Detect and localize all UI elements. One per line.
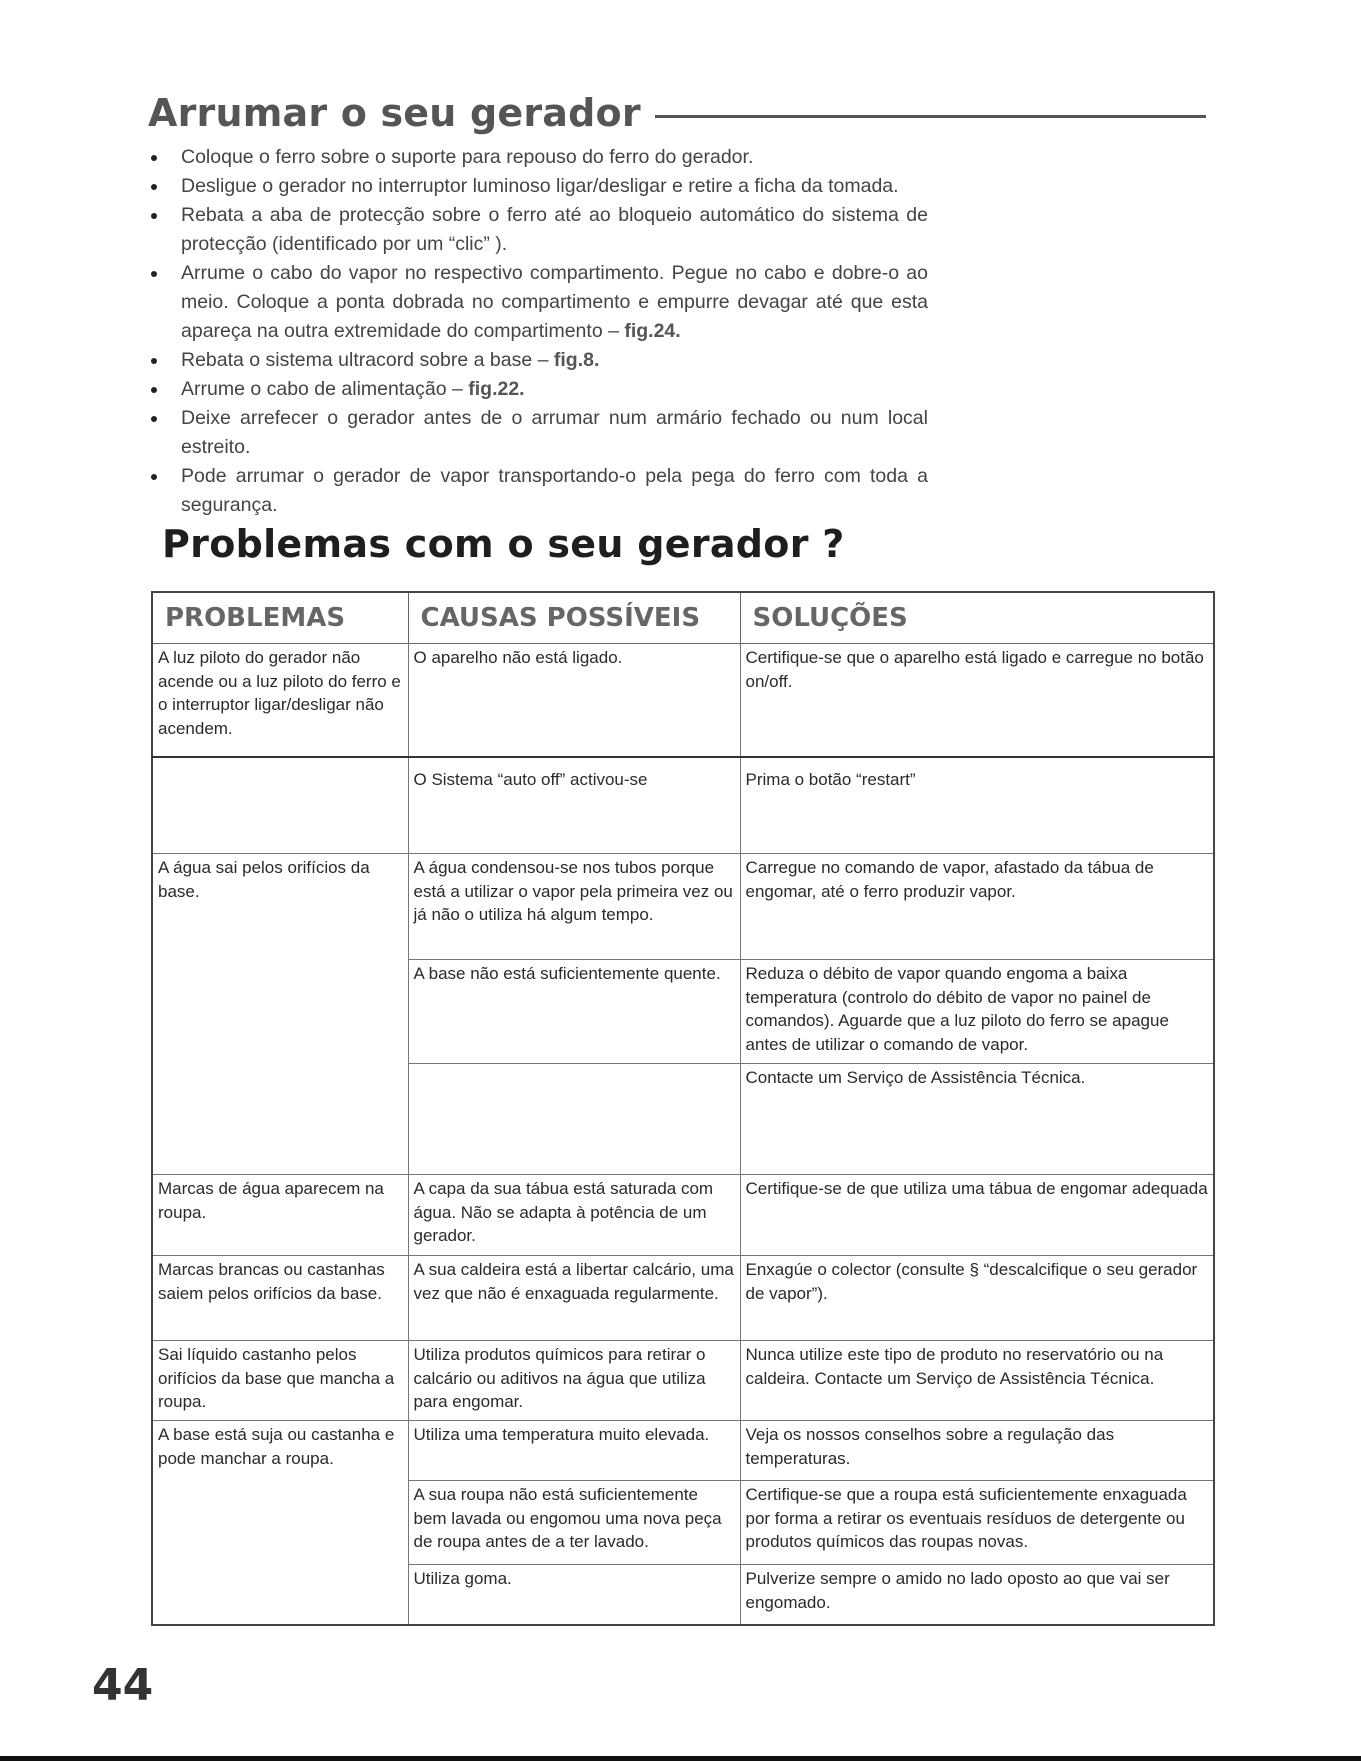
storage-steps-list (150, 143, 928, 520)
table-row (152, 854, 1214, 960)
page-number: 44 (92, 1660, 154, 1711)
solution-cell: Certifique-se que o aparelho está ligado e carregue no botão on/off. (740, 644, 1214, 757)
problem-cell: A base está suja ou castanha e pode manchar a roupa. (152, 1421, 408, 1481)
storage-step: Deixe arrefecer o gerador antes de o arrumar num armário fechado ou num local estreito. (150, 404, 928, 462)
table-row (152, 1565, 1214, 1625)
problem-cell: Marcas brancas ou castanhas saiem pelos orifícios da base. (152, 1256, 408, 1341)
table-row (152, 1341, 1214, 1421)
figure-reference: fig.22. (468, 378, 525, 400)
bottom-edge-bar (0, 1756, 1361, 1761)
storage-step: Rebata a aba de protecção sobre o ferro até ao bloqueio automático do sistema de protecção (identificado por um “clic” ). (150, 201, 928, 259)
figure-reference: fig.8. (553, 349, 600, 371)
cause-cell: Utiliza produtos químicos para retirar o calcário ou aditivos na água que utiliza para engomar. (408, 1341, 740, 1421)
figure-reference: fig.24. (624, 320, 681, 342)
solution-cell: Nunca utilize este tipo de produto no reservatório ou na caldeira. Contacte um Serviço de Assistência Técnica. (740, 1341, 1214, 1421)
table-row (152, 1064, 1214, 1175)
problem-cell (152, 757, 408, 854)
solution-cell: Carregue no comando de vapor, afastado da tábua de engomar, até o ferro produzir vapor. (740, 854, 1214, 960)
solution-cell: Enxagúe o colector (consulte § “descalcifique o seu gerador de vapor”). (740, 1256, 1214, 1341)
table-header-row (152, 592, 1214, 644)
storage-step: Rebata o sistema ultracord sobre a base – fig.8. (150, 346, 928, 375)
table-row (152, 1481, 1214, 1565)
header-solutions: SOLUÇÕES (740, 592, 1214, 644)
solution-cell: Pulverize sempre o amido no lado oposto ao que vai ser engomado. (740, 1565, 1214, 1625)
title-rule (655, 115, 1206, 118)
problem-cell: Marcas de água aparecem na roupa. (152, 1175, 408, 1256)
cause-cell: A base não está suficientemente quente. (408, 960, 740, 1064)
table-row (152, 1175, 1214, 1256)
header-problems: PROBLEMAS (152, 592, 408, 644)
cause-cell: A sua caldeira está a libertar calcário, uma vez que não é enxaguada regularmente. (408, 1256, 740, 1341)
troubleshooting-table (151, 591, 1215, 1626)
solution-cell: Reduza o débito de vapor quando engoma a baixa temperatura (controlo do débito de vapor no painel de comandos). Aguarde que a luz piloto do ferro se apague antes de utilizar o comando de vapor. (740, 960, 1214, 1064)
problem-cell: A água sai pelos orifícios da base. (152, 854, 408, 960)
table-row (152, 644, 1214, 757)
problem-cell (152, 1064, 408, 1175)
problem-cell (152, 1565, 408, 1625)
cause-cell: O aparelho não está ligado. (408, 644, 740, 757)
problems-title: Problemas com o seu gerador ? (162, 522, 845, 566)
cause-cell (408, 1064, 740, 1175)
header-causes: CAUSAS POSSÍVEIS (408, 592, 740, 644)
solution-cell: Contacte um Serviço de Assistência Técnica. (740, 1064, 1214, 1175)
storage-step: Desligue o gerador no interruptor luminoso ligar/desligar e retire a ficha da tomada. (150, 172, 928, 201)
cause-cell: O Sistema “auto off” activou-se (408, 757, 740, 854)
solution-cell: Veja os nossos conselhos sobre a regulação das temperaturas. (740, 1421, 1214, 1481)
table-row (152, 960, 1214, 1064)
storage-step: Coloque o ferro sobre o suporte para repouso do ferro do gerador. (150, 143, 928, 172)
cause-cell: Utiliza goma. (408, 1565, 740, 1625)
table-row (152, 1421, 1214, 1481)
problem-cell: A luz piloto do gerador não acende ou a luz piloto do ferro e o interruptor ligar/desligar não acendem. (152, 644, 408, 757)
problem-cell (152, 1481, 408, 1565)
storage-step: Pode arrumar o gerador de vapor transportando-o pela pega do ferro com toda a segurança. (150, 462, 928, 520)
table-row (152, 1256, 1214, 1341)
storage-step: Arrume o cabo de alimentação – fig.22. (150, 375, 928, 404)
cause-cell: A água condensou-se nos tubos porque está a utilizar o vapor pela primeira vez ou já não o utiliza há algum tempo. (408, 854, 740, 960)
problem-cell: Sai líquido castanho pelos orifícios da base que mancha a roupa. (152, 1341, 408, 1421)
solution-cell: Certifique-se de que utiliza uma tábua de engomar adequada (740, 1175, 1214, 1256)
storage-step: Arrume o cabo do vapor no respectivo compartimento. Pegue no cabo e dobre-o ao meio. Coloque a ponta dobrada no compartimento e empurre devagar até que esta apareça na outra extremidade do compartimento – fig.24. (150, 259, 928, 346)
solution-cell: Certifique-se que a roupa está suficientemente enxaguada por forma a retirar os eventuais resíduos de detergente ou produtos químicos das roupas novas. (740, 1481, 1214, 1565)
section-header (148, 88, 1206, 138)
solution-cell: Prima o botão “restart” (740, 757, 1214, 854)
cause-cell: Utiliza uma temperatura muito elevada. (408, 1421, 740, 1481)
cause-cell: A sua roupa não está suficientemente bem lavada ou engomou uma nova peça de roupa antes de a ter lavado. (408, 1481, 740, 1565)
table-row (152, 757, 1214, 854)
cause-cell: A capa da sua tábua está saturada com água. Não se adapta à potência de um gerador. (408, 1175, 740, 1256)
problem-cell (152, 960, 408, 1064)
section-title: Arrumar o seu gerador (148, 91, 641, 135)
